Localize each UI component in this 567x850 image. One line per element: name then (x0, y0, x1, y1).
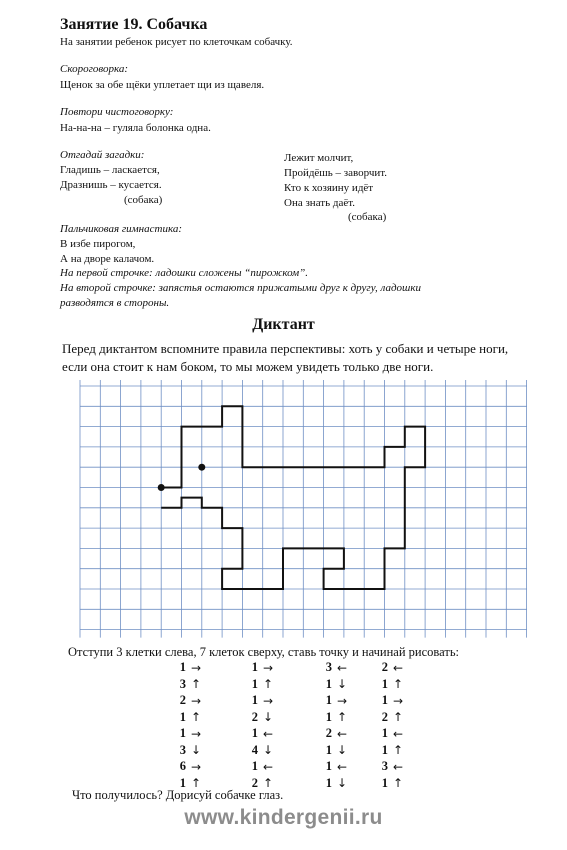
arrow-up-icon: ↑ (191, 776, 202, 790)
pure-phrase-label: Повтори чистоговорку: (60, 106, 174, 118)
arrow-left-icon: ← (337, 759, 348, 774)
arrow-right-icon: → (393, 693, 404, 708)
command-count: 1 (325, 775, 332, 790)
arrow-down-icon: ↓ (337, 743, 348, 757)
command-count: 1 (251, 759, 258, 773)
command-count: 1 (381, 693, 388, 707)
command-count: 1 (251, 726, 258, 740)
arrow-right-icon: → (191, 660, 202, 675)
command-count: 3 (179, 742, 186, 757)
riddle-right-line-4: Она знать даёт. (284, 197, 355, 209)
command-count: 1 (179, 726, 186, 740)
command-count: 1 (179, 775, 186, 790)
command-count: 1 (381, 742, 388, 757)
command-count: 2 (251, 709, 258, 724)
arrow-right-icon: → (191, 759, 202, 774)
command-count: 3 (381, 759, 388, 773)
arrow-right-icon: → (263, 693, 274, 708)
arrow-right-icon: → (263, 660, 274, 675)
riddle-right-answer: (собака) (348, 211, 387, 223)
arrow-right-icon: → (337, 693, 348, 708)
command-count: 1 (251, 693, 258, 707)
command-count: 2 (251, 775, 258, 790)
finger-gym-note-2: На второй строчке: запястья остаются прижатыми друг к другу, ладошки (60, 282, 421, 294)
riddle-right-line-2: Пройдёшь – заворчит. (284, 167, 388, 179)
finger-gym-line-2: А на дворе калачом. (60, 253, 155, 265)
command-count: 1 (325, 676, 332, 691)
final-question: Что получилось? Дорисуй собачке глаз. (72, 788, 284, 802)
lesson-intro: На занятии ребенок рисует по клеточкам собачку. (60, 36, 293, 48)
arrow-down-icon: ↓ (263, 743, 274, 757)
dog-eye (198, 464, 205, 471)
website-footer: www.kindergenii.ru (184, 806, 383, 829)
arrow-up-icon: ↑ (263, 776, 274, 790)
arrow-right-icon: → (191, 726, 202, 741)
command-count: 1 (179, 660, 186, 674)
command-count: 1 (325, 759, 332, 773)
riddles-label: Отгадай загадки: (60, 149, 145, 161)
arrow-down-icon: ↓ (263, 710, 274, 724)
riddle-left-answer: (собака) (124, 194, 163, 206)
riddle-right-line-3: Кто к хозяину идёт (284, 182, 374, 194)
command-count: 2 (381, 709, 388, 724)
finger-gym-note-3: разводятся в стороны. (60, 297, 170, 309)
arrow-left-icon: ← (263, 726, 274, 741)
riddle-left-line-2: Дразнишь – кусается. (60, 179, 162, 191)
arrow-up-icon: ↑ (393, 776, 404, 790)
command-count: 1 (381, 676, 388, 691)
command-count: 3 (325, 660, 332, 674)
arrow-down-icon: ↓ (337, 677, 348, 691)
pure-phrase-text: На-на-на – гуляла болонка одна. (60, 122, 211, 134)
arrow-up-icon: ↑ (393, 710, 404, 724)
dictation-instruction: Отступи 3 клетки слева, 7 клеток сверху, ставь точку и начинай рисовать: (68, 645, 460, 659)
tongue-twister-label: Скороговорка: (60, 63, 129, 75)
command-count: 3 (179, 676, 186, 691)
arrow-up-icon: ↑ (337, 710, 348, 724)
arrow-down-icon: ↓ (337, 776, 348, 790)
arrow-up-icon: ↑ (393, 677, 404, 691)
arrow-up-icon: ↑ (393, 743, 404, 757)
command-count: 2 (381, 660, 388, 674)
command-count: 1 (251, 676, 258, 691)
arrow-up-icon: ↑ (191, 710, 202, 724)
riddle-left-line-1: Гладишь – ласкается, (60, 164, 160, 176)
command-count: 1 (325, 709, 332, 724)
tongue-twister-text: Щенок за обе щёки уплетает щи из щавеля. (60, 79, 265, 91)
arrow-left-icon: ← (337, 660, 348, 675)
arrow-left-icon: ← (393, 660, 404, 675)
finger-gym-line-1: В избе пирогом, (60, 238, 136, 250)
arrow-left-icon: ← (337, 726, 348, 741)
arrow-up-icon: ↑ (263, 677, 274, 691)
dog-outline (161, 406, 425, 589)
command-count: 6 (179, 759, 186, 773)
arrow-down-icon: ↓ (191, 743, 202, 757)
command-count: 2 (179, 693, 186, 707)
lesson-title: Занятие 19. Собачка (60, 16, 208, 33)
arrow-left-icon: ← (393, 759, 404, 774)
command-count: 1 (179, 709, 186, 724)
arrow-up-icon: ↑ (191, 677, 202, 691)
finger-gym-label: Пальчиковая гимнастика: (60, 223, 182, 235)
command-count: 1 (251, 660, 258, 674)
command-count: 1 (381, 726, 388, 740)
command-count: 1 (325, 693, 332, 707)
dictation-heading: Диктант (252, 316, 315, 333)
command-count: 2 (325, 726, 332, 740)
command-count: 4 (251, 742, 258, 757)
command-count: 1 (381, 775, 388, 790)
arrow-left-icon: ← (393, 726, 404, 741)
dictation-paragraph: Перед диктантом вспомните правила перспективы: хоть у собаки и четыре ноги, если она стоит к нам боком, то мы можем увидеть только две ноги. (62, 341, 509, 374)
riddle-right-line-1: Лежит молчит, (284, 152, 354, 164)
finger-gym-note-1: На первой строчке: ладошки сложены “пирожком”. (60, 267, 309, 279)
start-point (158, 484, 165, 491)
arrow-right-icon: → (191, 693, 202, 708)
arrow-left-icon: ← (263, 759, 274, 774)
command-count: 1 (325, 742, 332, 757)
